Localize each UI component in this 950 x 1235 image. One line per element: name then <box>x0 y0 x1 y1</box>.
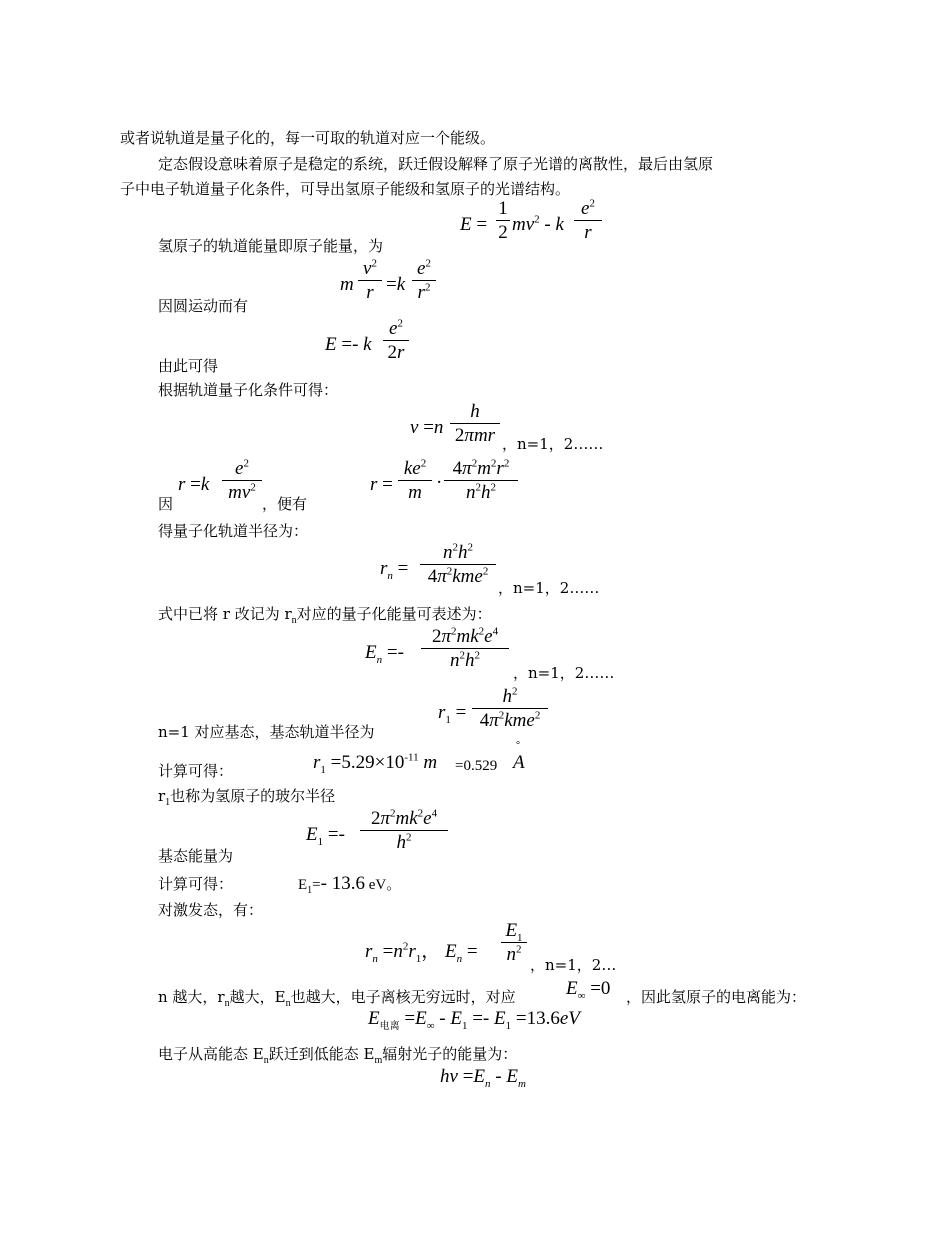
equation-orbit-energy: E = $\frac{1}{2}$ $mv^2$ - k $\frac{e^2}{r}$ <box>460 198 610 254</box>
equation-excited-states: $r_n =n^2r_1$， $E_n$ = $\frac{E_1}{n^2}$ <box>365 920 545 976</box>
equation-quantized-radius: $r_n$ = $n^2h^2$ $4\pi^2kme^2$ <box>380 542 510 598</box>
bohr-radius-angstrom: =0.529 <box>455 758 498 774</box>
equation-circular-motion: m $\frac{v^2}{r}$ =k $\frac{e^2}{r^2}$ <box>340 258 450 314</box>
text-line-4: 氢原子的轨道能量即原子能量，为 <box>158 237 384 255</box>
equation-bohr-radius: $r_1$ = $h^2$ $4\pi^2kme^2$ <box>438 686 558 742</box>
text-line-11: n=1 对应基态，基态轨道半径为 <box>158 723 375 741</box>
text-line-18: 电子从高能态 $E_n$跃迁到低能态 $E_m$辐射光子的能量为： <box>158 1045 518 1066</box>
text-line-14: 基态能量为 <box>158 847 234 865</box>
text-line-9: 得量子化轨道半径为： <box>158 522 309 540</box>
ground-energy-value: $E_1=-$ 13.6 eV。 <box>298 873 402 896</box>
text-line-12: 计算可得： <box>158 762 234 780</box>
text-line-3: 子中电子轨道量子化条件，可导出氢原子能级和氢原子的光谱结构。 <box>120 180 571 198</box>
n-range-4: ，n=1，2… <box>530 956 617 974</box>
equation-photon-energy: hv $=E_n - E_m$ <box>440 1066 526 1090</box>
n-range-1: ，n=1，2…… <box>502 435 604 453</box>
equation-infinity-energy: $E_\infty =0$ <box>566 978 611 1002</box>
text-line-8b: ，便有 <box>262 495 308 513</box>
equation-velocity-quantization: v =n h 2πmr <box>410 401 510 457</box>
equation-radius-substitution: r = $\frac{ke^2}{m}$ · $\frac{4\pi^2m^2r^2}{n^2h^2}$ <box>370 458 530 514</box>
equation-energy-result: E =- k $\frac{e^2}{2r}$ <box>325 318 425 374</box>
equation-ground-energy: $E_1$ =- $\frac{2\pi^2mk^2e^4}{h^2}$ <box>306 808 456 864</box>
text-line-5: 因圆运动而有 <box>158 297 249 315</box>
equation-bohr-radius-value: $r_1 =5.29\times 10^{-11}$ m =0.529 A ° <box>313 740 525 776</box>
text-line-15a: 计算可得： <box>158 875 234 893</box>
equation-quantized-energy: $E_n$ =- $\frac{2\pi^2mk^2e^4}{n^2h^2}$ <box>365 626 515 682</box>
text-line-16: 对激发态，有： <box>158 901 264 919</box>
text-line-1: 或者说轨道是量子化的，每一可取的轨道对应一个能级。 <box>120 129 496 147</box>
text-line-10: 式中已将 r 改记为 $r_n$对应的量子化能量可表述为： <box>158 605 492 626</box>
text-line-8a: 因 <box>158 495 174 513</box>
n-range-2: ，n=1，2…… <box>498 579 600 597</box>
text-line-2: 定态假设意味着原子是稳定的系统，跃迁假设解释了原子光谱的离散性，最后由氢原 <box>158 155 714 173</box>
text-line-6: 由此可得 <box>158 357 219 375</box>
text-line-13: $r_1$也称为氢原子的玻尔半径 <box>158 787 336 808</box>
text-line-17d: ，因此氢原子的电离能为： <box>626 988 807 1006</box>
equation-ionization-energy: $E_{电离} =E_\infty - E_1 =- E_1 =13.6eV$ <box>368 1008 580 1032</box>
equation-radius-velocity: r =k $\frac{e^2}{mv^2}$ <box>178 458 268 514</box>
text-line-7: 根据轨道量子化条件可得： <box>158 381 339 399</box>
text-line-17: n 越大，$r_n$越大，$E_n$也越大，电子离核无穷远时，对应 <box>158 988 516 1009</box>
n-range-3: ，n=1，2…… <box>513 664 615 682</box>
